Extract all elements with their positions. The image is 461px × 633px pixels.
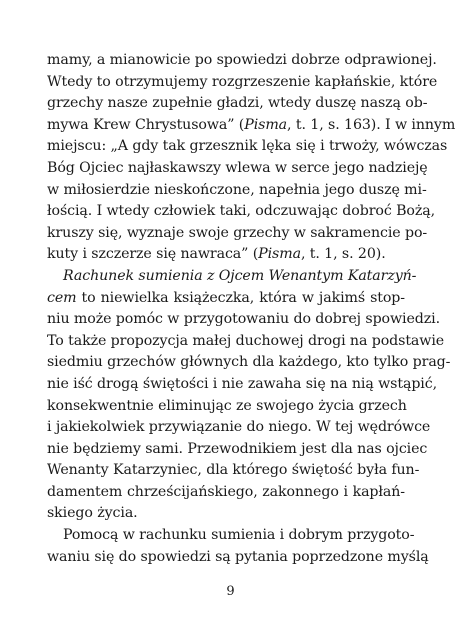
text-line: łością. I wtedy człowiek taki, odczuwając dobroć Bożą, (47, 203, 435, 220)
text-line: To także propozycja małej duchowej drogi na podstawie (47, 332, 445, 349)
page-number: 9 (226, 584, 235, 599)
text-line: grzechy nasze zupełnie gładzi, wtedy duszę naszą ob- (47, 95, 428, 112)
text-line: mywa Krew Chrystusowa” (Pisma, t. 1, s. 163). I w innym (47, 116, 456, 133)
text-line: Bóg Ojciec najłaskawszy wlewa w serce jego nadzieję (47, 159, 428, 176)
text-line: Pomocą w rachunku sumienia i dobrym przygoto- (63, 527, 415, 544)
text-line: konsekwentnie eliminując ze swojego życia grzech (47, 397, 407, 414)
text-line: damentem chrześcijańskiego, zakonnego i kapłań- (47, 483, 405, 500)
text-line: niu może pomóc w przygotowaniu do dobrej spowiedzi. (47, 311, 440, 328)
text-line: w miłosierdzie nieskończone, napełnia jego duszę mi- (47, 181, 427, 198)
text-line: Rachunek sumienia z Ojcem Wenantym Katarzyń- (63, 267, 417, 284)
text-line: siedmiu grzechów głównych dla każdego, kto tylko prag- (47, 354, 451, 371)
text-line: Wtedy to otrzymujemy rozgrzeszenie kapłańskie, które (47, 73, 438, 90)
text-line: i jakiekolwiek przywiązanie do niego. W tej wędrówce (47, 419, 431, 436)
text-line: nie będziemy sami. Przewodnikiem jest dla nas ojciec (47, 440, 428, 457)
text-line: Wenanty Katarzyniec, dla którego świętość była fun- (47, 462, 420, 479)
text-line: miejscu: „A gdy tak grzesznik lęka się i trwoży, wówczas (47, 138, 448, 155)
text-line: waniu się do spowiedzi są pytania poprzedzone myślą (47, 548, 429, 565)
body-text (47, 50, 456, 568)
text-line: kruszy się, wyznaje swoje grzechy w sakramencie po- (47, 224, 428, 241)
text-line: kuty i szczerze się nawraca” (Pisma, t. 1, s. 20). (47, 246, 386, 263)
text-line: skiego życia. (47, 505, 138, 522)
text-line: cem to niewielka książeczka, która w jakimś stop- (47, 289, 405, 306)
text-line: mamy, a mianowicie po spowiedzi dobrze odprawionej. (47, 52, 437, 68)
text-line: nie iść drogą świętości i nie zawaha się na nią wstąpić, (47, 375, 437, 392)
